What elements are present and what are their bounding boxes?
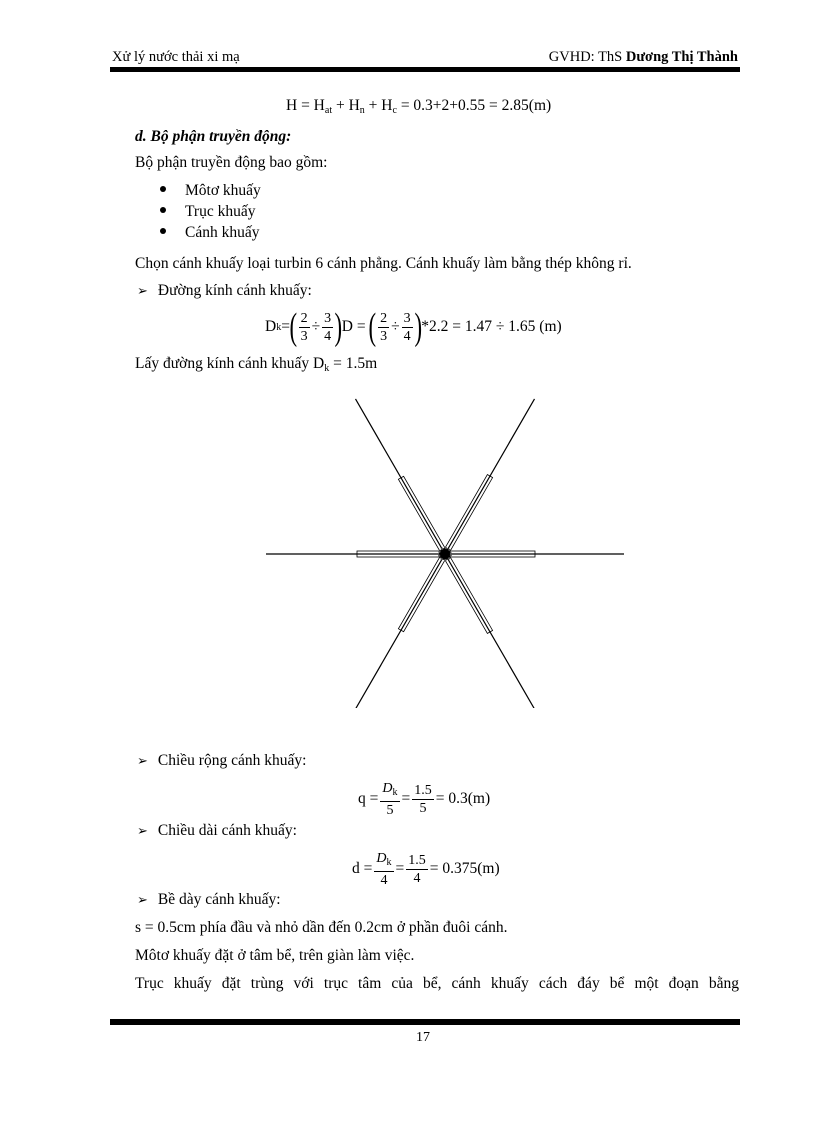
header-instructor bbox=[549, 49, 738, 66]
width-formula: q = $\frac{D_k}{5}$ = $\frac{1.5}{5}$ = 0.3(m) bbox=[358, 780, 491, 818]
choose-text: Chọn cánh khuấy loại turbin 6 cánh phẳng. Cánh khuấy làm bằng thép không rỉ. bbox=[135, 255, 632, 272]
intro-text: Bộ phận truyền động bao gồm: bbox=[135, 154, 328, 171]
bullet-icon bbox=[160, 228, 166, 234]
header-title: Xử lý nước thải xi mạ bbox=[112, 49, 240, 65]
bullet-icon bbox=[160, 186, 166, 192]
arrow-bullet-icon: ➢ bbox=[137, 823, 148, 838]
section-heading: d. Bộ phận truyền động: bbox=[135, 128, 292, 145]
list-item: Môtơ khuấy bbox=[160, 182, 261, 200]
width-label: ➢ Chiều rộng cánh khuấy: bbox=[137, 752, 307, 769]
diameter-formula: D k = ( $\frac{2}{3}$ ÷ $\frac{3}{4}$ ) D = ( $\frac{2}{3}$ ÷ $\frac{3}{4}$ ) *2.2 = 1.47 ÷ 1.65 (m) bbox=[265, 306, 562, 348]
length-formula: d = $\frac{D_k}{4}$ = $\frac{1.5}{4}$ = 0.375(m) bbox=[352, 850, 500, 888]
thickness-label: ➢ Bề dày cánh khuấy: bbox=[137, 891, 281, 908]
thickness-line-2: Môtơ khuấy đặt ở tâm bể, trên giàn làm việc. bbox=[135, 947, 415, 964]
length-label: ➢ Chiều dài cánh khuấy: bbox=[137, 822, 297, 839]
diameter-label: ➢ Đường kính cánh khuấy: bbox=[137, 282, 312, 299]
page-number: 17 bbox=[416, 1030, 430, 1045]
header-instructor-name: Dương Thị Thành bbox=[625, 49, 738, 65]
arrow-bullet-icon: ➢ bbox=[137, 892, 148, 907]
arrow-bullet-icon: ➢ bbox=[137, 283, 148, 298]
header-instructor-prefix: GVHD: ThS bbox=[548, 49, 623, 65]
diameter-choice: Lấy đường kính cánh khuấy $D_k = 1.5m$ bbox=[135, 355, 378, 374]
thickness-line-3: Trục khuấy đặt trùng với trục tâm của bể, cánh khuấy cách đáy bể một đoạn bằng bbox=[135, 975, 739, 992]
impeller-diagram bbox=[262, 398, 628, 708]
arrow-bullet-icon: ➢ bbox=[137, 753, 148, 768]
footer-rule bbox=[110, 1019, 740, 1025]
thickness-line-1: s = 0.5cm phía đầu và nhỏ dần đến 0.2cm ở phần đuôi cánh. bbox=[135, 919, 508, 936]
list-item: Cánh khuấy bbox=[160, 224, 259, 242]
bullet-icon bbox=[160, 207, 166, 213]
header-rule bbox=[110, 67, 740, 72]
formula-h: $H = H_{at} + H_n + H_c = 0.3+2+0.55 = 2.85(m)$ bbox=[286, 97, 552, 116]
list-item: Trục khuấy bbox=[160, 203, 255, 221]
